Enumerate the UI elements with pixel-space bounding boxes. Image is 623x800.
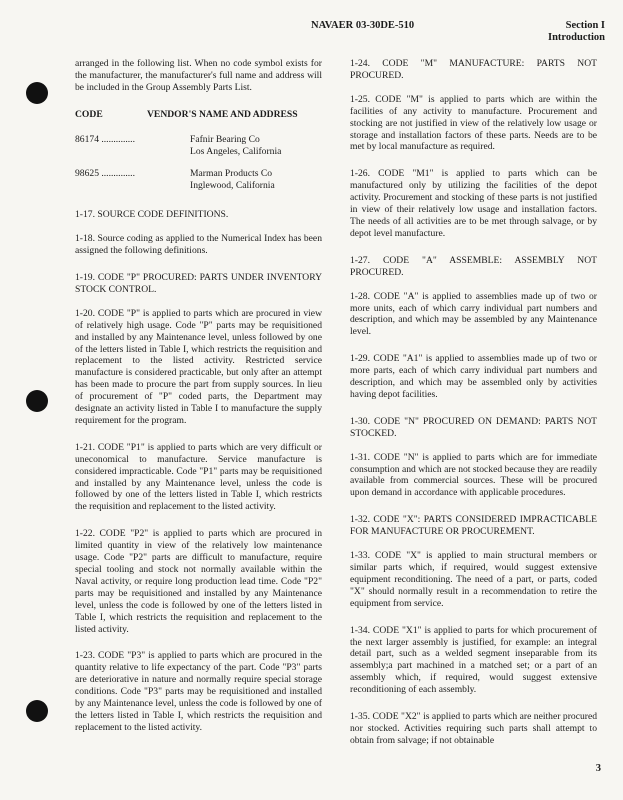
- vendor-address: Inglewood, California: [190, 180, 275, 192]
- vendor-row: [75, 168, 322, 192]
- page-number: 3: [595, 763, 601, 774]
- paragraph-1-26: 1-26. CODE "M1" is applied to parts which can be manufactured only by utilizing the facilities of the depot activity. Procurement and stocking of these parts is not justified in view of their relatively low usage and installation factors. The needs of all activities are to be met through salvage, or by depot level manufacture.: [350, 168, 597, 239]
- vendor-code: 86174 ..............: [75, 133, 135, 145]
- section-label: Section I: [565, 20, 605, 31]
- paragraph-1-35: 1-35. CODE "X2" is applied to parts which are neither procured nor stocked. Activities requiring such parts shall attempt to obtain from salvage; if not obtainable: [350, 711, 597, 746]
- vendor-code: 98625 ..............: [75, 168, 135, 180]
- vendor-name: Marman Products Co: [190, 168, 273, 180]
- vendor-info: [190, 134, 322, 158]
- document-number: NAVAER 03-30DE-510: [311, 20, 415, 31]
- left-column: [75, 58, 322, 749]
- paragraph-1-33: 1-33. CODE "X" is applied to main structural members or similar parts which, if required, would suggest extensive equipment reconditioning. The need of a part, or parts, coded "X" should normally result in a recommendation to retire the equipment from service.: [350, 550, 597, 609]
- intro-paragraph: arranged in the following list. When no code symbol exists for the manufacturer, the manufacturer's full name and address will be included in the Group Assembly Parts List.: [75, 58, 322, 93]
- paragraph-1-23: 1-23. CODE "P3" is applied to parts which are procured in the quantity relative to life expectancy of the part. Code "P3" parts are deteriorative in nature and normally require special storage conditions. Code "P3" parts may be requisitioned and installed by any Maintenance level, unless the code is followed by one of the letters listed in Table I, which restricts the requisition and replacement to the listed activity.: [75, 650, 322, 733]
- heading-1-32: 1-32. CODE "X": PARTS CONSIDERED IMPRACTICABLE FOR MANUFACTURE OR PROCUREMENT.: [350, 514, 597, 538]
- vendor-table-header: [75, 109, 322, 121]
- paragraph-1-29: 1-29. CODE "A1" is applied to assemblies made up of two or more parts, each of which carry individual part numbers and description, and which may be assembled only by activities having depot facilities.: [350, 353, 597, 400]
- heading-1-19: 1-19. CODE "P" PROCURED: PARTS UNDER INVENTORY STOCK CONTROL.: [75, 271, 322, 295]
- section-header: [548, 20, 605, 44]
- binder-hole-bottom: [26, 700, 48, 722]
- code-column-header: CODE: [75, 108, 103, 120]
- binder-hole-middle: [26, 390, 48, 412]
- paragraph-1-20: 1-20. CODE "P" is applied to parts which are procured in view of relatively high usage. Code "P" parts may be requisitioned and installed by any Maintenance level, unless followed by one of the letters listed in Table I, which restricts the requisition and replacement to the listed activity. Restricted service manufacture is considered practicable, but only after an attempt has been made to procure the part from supply sources. In lieu of procurement of "P" coded parts, the Department may designate an activity listed in Table I to manufacture the supply requirement for the program.: [75, 307, 322, 426]
- paragraph-1-34: 1-34. CODE "X1" is applied to parts for which procurement of the next larger assembly is justified, for example: an integral detail part, such as a welded segment inseparable from its assembly;a part machined in a matched set; or a part of an assembly which, if required, would suggest extensive reconditioning of each assembly.: [350, 624, 597, 696]
- paragraph-1-28: 1-28. CODE "A" is applied to assemblies made up of two or more units, each of which carry individual part numbers and description, and which may be assembled by any Maintenance level.: [350, 290, 597, 338]
- vendor-row: [75, 134, 322, 158]
- binder-hole-top: [26, 82, 48, 104]
- right-column: [350, 58, 597, 762]
- paragraph-1-18: 1-18. Source coding as applied to the Numerical Index has been assigned the following definitions.: [75, 233, 322, 257]
- paragraph-1-25: 1-25. CODE "M" is applied to parts which are within the facilities of any activity to manufacture. Procurement and stocking are not justified in view of the relatively low usage or storage and installation factors of these parts. Needs are to be met by local manufacture as required.: [350, 93, 597, 153]
- section-title: Introduction: [548, 32, 605, 43]
- vendor-address: Los Angeles, California: [190, 145, 282, 157]
- heading-1-24: 1-24. CODE "M" MANUFACTURE: PARTS NOT PROCURED.: [350, 58, 597, 81]
- paragraph-1-21: 1-21. CODE "P1" is applied to parts which are very difficult or uneconomical to manufacture. Service manufacture is considered impracticable. Code "P1" parts may be requisitioned and installed by any Maintenance level, unless the code is followed by one of the letters listed in Table I, which restricts the requisition and replacement to the listed activity.: [75, 441, 322, 513]
- paragraph-1-31: 1-31. CODE "N" is applied to parts which are for immediate consumption and which are not stocked because they are readily available from commercial sources. These will be procured upon demand in accordance with applicable procedures.: [350, 451, 597, 499]
- vendor-name: Fafnir Bearing Co: [190, 133, 260, 145]
- vendor-column-header: VENDOR'S NAME AND ADDRESS: [147, 108, 298, 120]
- paragraph-1-22: 1-22. CODE "P2" is applied to parts which are procured in limited quantity in view of the relatively low maintenance usage. Code "P2" parts are difficult to manufacture, require special tooling and stock not normally available within the Naval activity, or require long production lead time. Code "P2" parts may be requisitioned and installed by any Maintenance level, unless the code is followed by one of the letters listed in Table I, which restricts the requisition and replacement to the listed activity.: [75, 528, 322, 635]
- heading-1-30: 1-30. CODE "N" PROCURED ON DEMAND: PARTS NOT STOCKED.: [350, 415, 597, 439]
- vendor-info: [190, 168, 322, 192]
- heading-1-27: 1-27. CODE "A" ASSEMBLE: ASSEMBLY NOT PROCURED.: [350, 254, 597, 278]
- heading-1-17: 1-17. SOURCE CODE DEFINITIONS.: [75, 209, 229, 221]
